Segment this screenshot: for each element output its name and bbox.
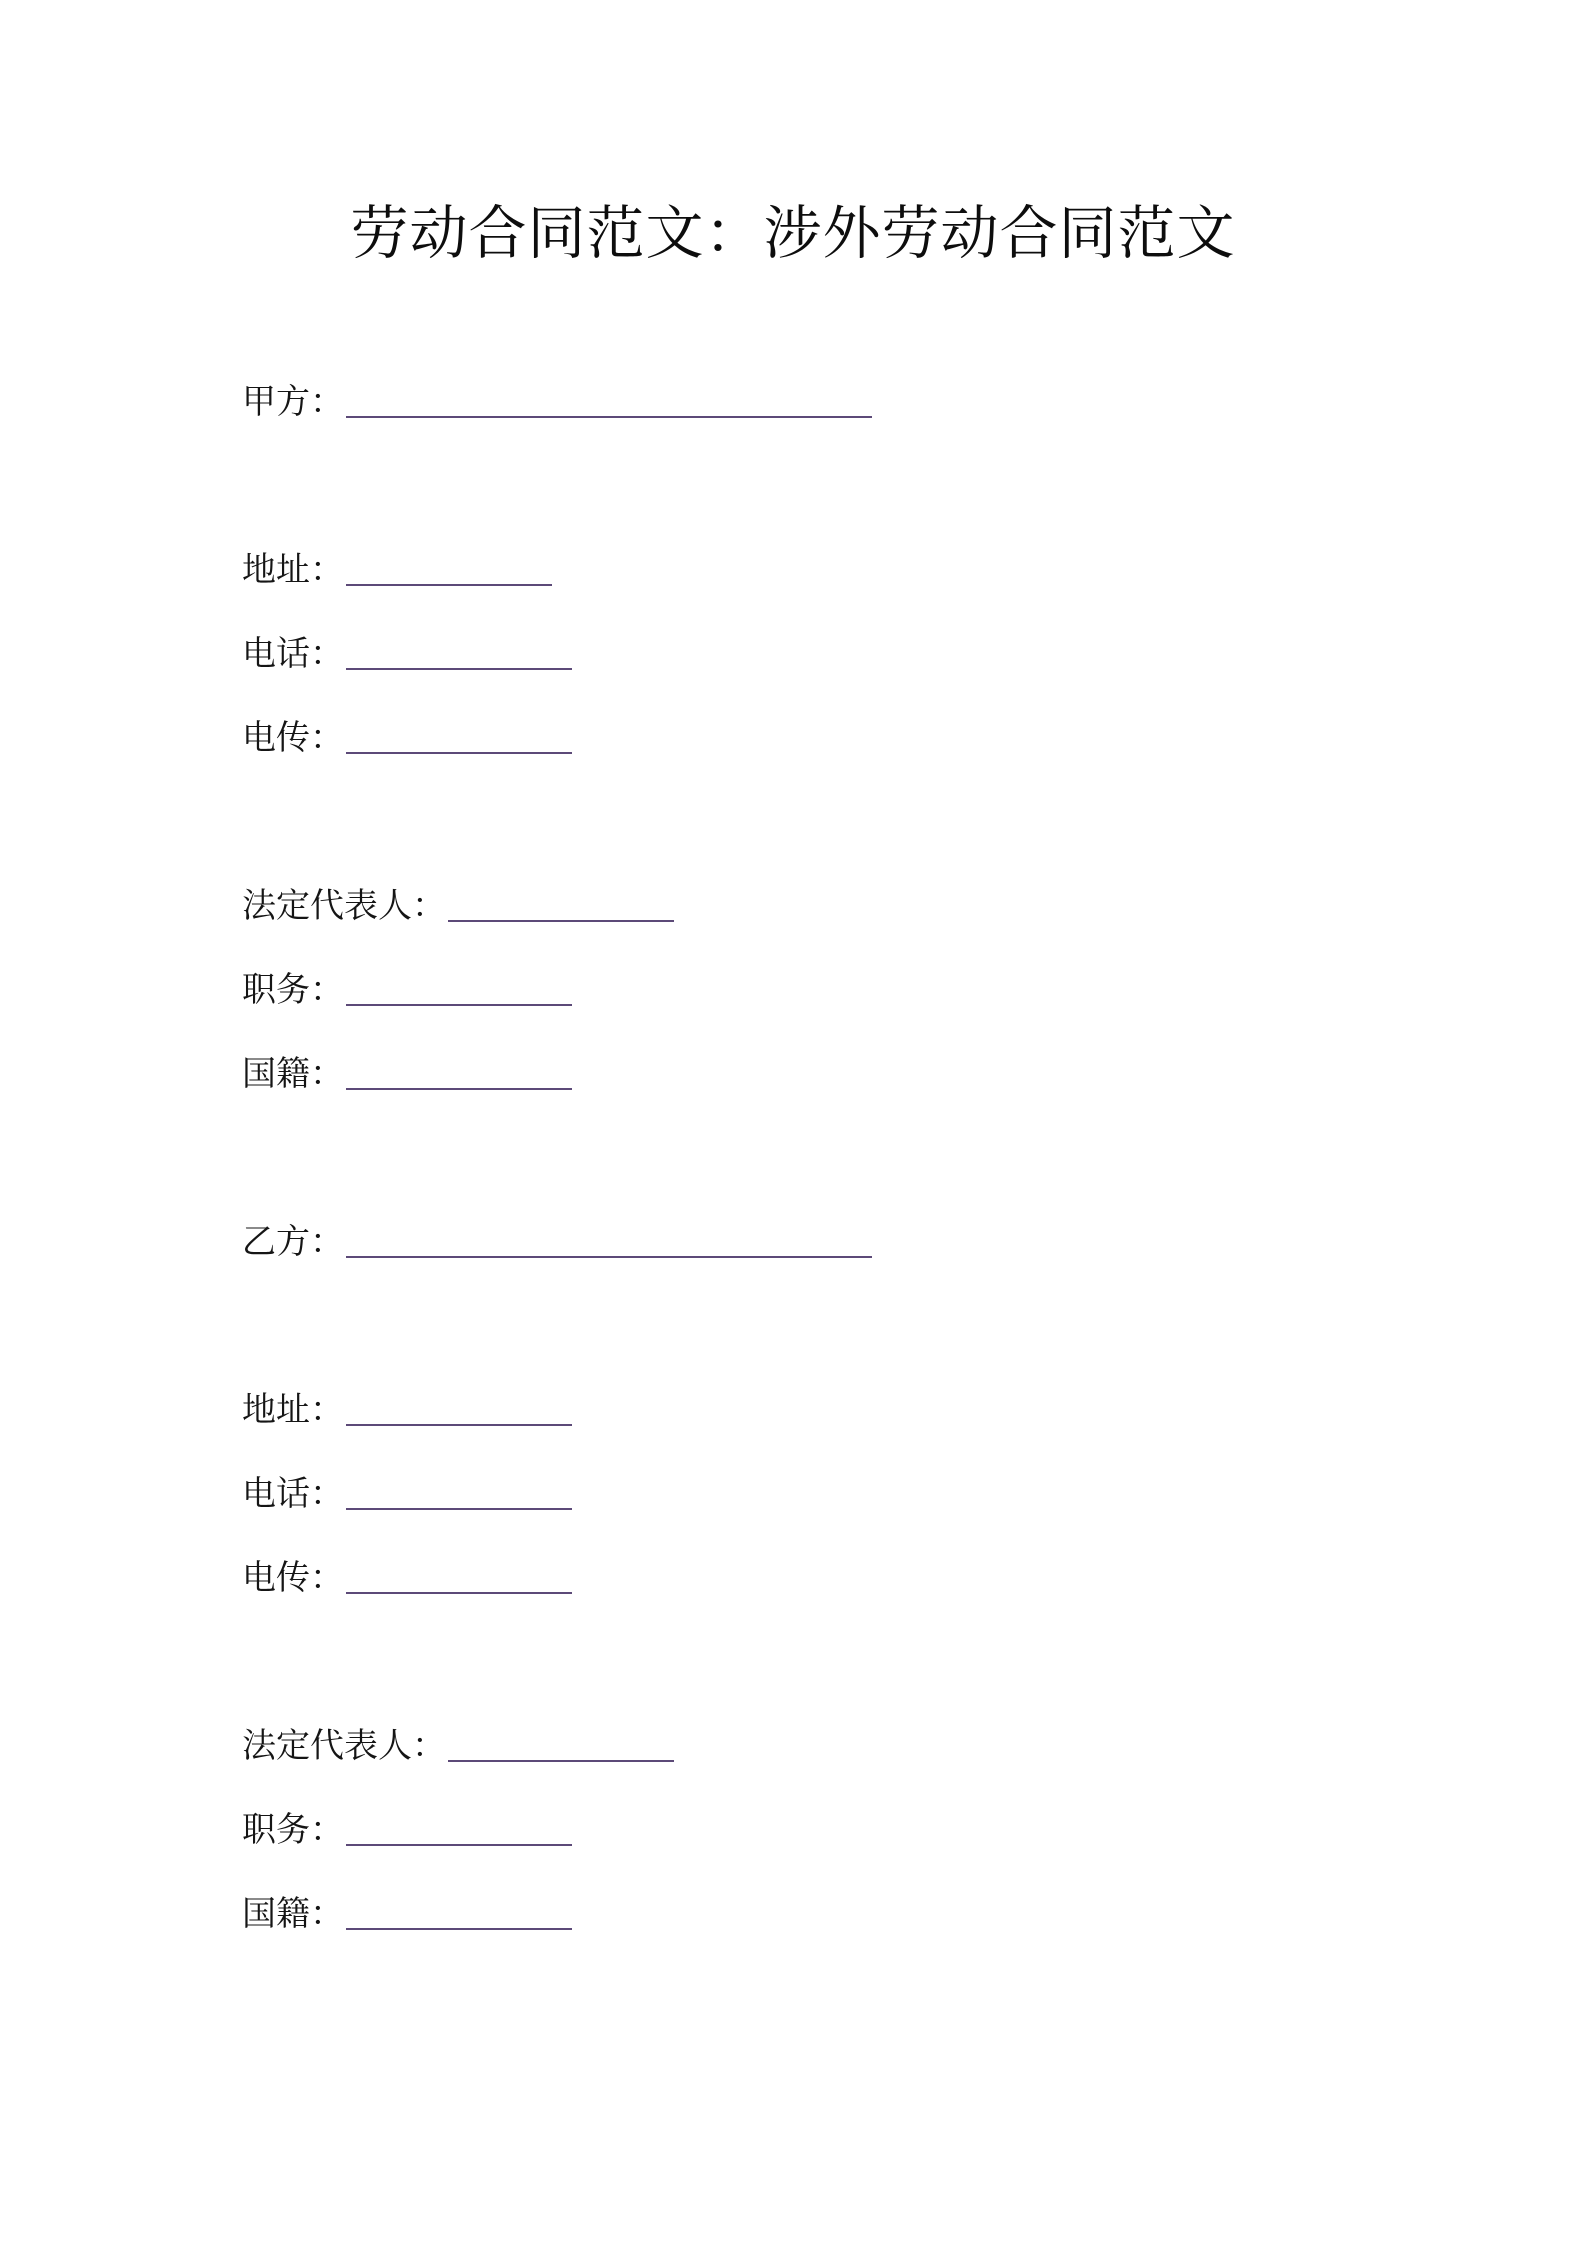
party-b-legal-rep-blank[interactable] [448,1759,674,1762]
party-b-position-field [242,1808,572,1852]
party-b-name-blank[interactable] [346,1255,872,1258]
party-b-fax-field [242,1556,572,1600]
party-a-position-field [242,968,572,1012]
party-b-phone-label: 电话： [242,1474,344,1514]
party-b-fax-label: 电传： [242,1558,344,1598]
party-b-position-blank[interactable] [346,1843,572,1846]
party-a-address-field [242,548,552,592]
party-a-position-blank[interactable] [346,1003,572,1006]
party-b-phone-blank[interactable] [346,1507,572,1510]
party-a-phone-blank[interactable] [346,667,572,670]
party-b-legal-rep-label: 法定代表人： [242,1726,446,1766]
party-b-nationality-field [242,1892,572,1936]
party-a-name-field [242,380,872,424]
party-b-address-blank[interactable] [346,1423,572,1426]
party-a-phone-label: 电话： [242,634,344,674]
party-b-address-label: 地址： [242,1390,344,1430]
party-a-position-label: 职务： [242,970,344,1010]
party-a-address-blank[interactable] [346,583,552,586]
party-b-nationality-label: 国籍： [242,1894,344,1934]
document-title: 劳动合同范文：涉外劳动合同范文 [350,199,1236,267]
party-a-nationality-field [242,1052,572,1096]
party-b-name-label: 乙方： [242,1222,344,1262]
party-a-fax-blank[interactable] [346,751,572,754]
party-a-legal-rep-field [242,884,674,928]
party-b-fax-blank[interactable] [346,1591,572,1594]
party-b-position-label: 职务： [242,1810,344,1850]
party-b-address-field [242,1388,572,1432]
party-a-fax-label: 电传： [242,718,344,758]
party-a-fax-field [242,716,572,760]
party-b-name-field [242,1220,872,1264]
party-a-phone-field [242,632,572,676]
party-a-legal-rep-label: 法定代表人： [242,886,446,926]
party-b-nationality-blank[interactable] [346,1927,572,1930]
party-a-nationality-label: 国籍： [242,1054,344,1094]
party-b-legal-rep-field [242,1724,674,1768]
party-a-nationality-blank[interactable] [346,1087,572,1090]
party-a-name-blank[interactable] [346,415,872,418]
party-a-legal-rep-blank[interactable] [448,919,674,922]
party-b-phone-field [242,1472,572,1516]
party-a-address-label: 地址： [242,550,344,590]
party-a-name-label: 甲方： [242,382,344,422]
